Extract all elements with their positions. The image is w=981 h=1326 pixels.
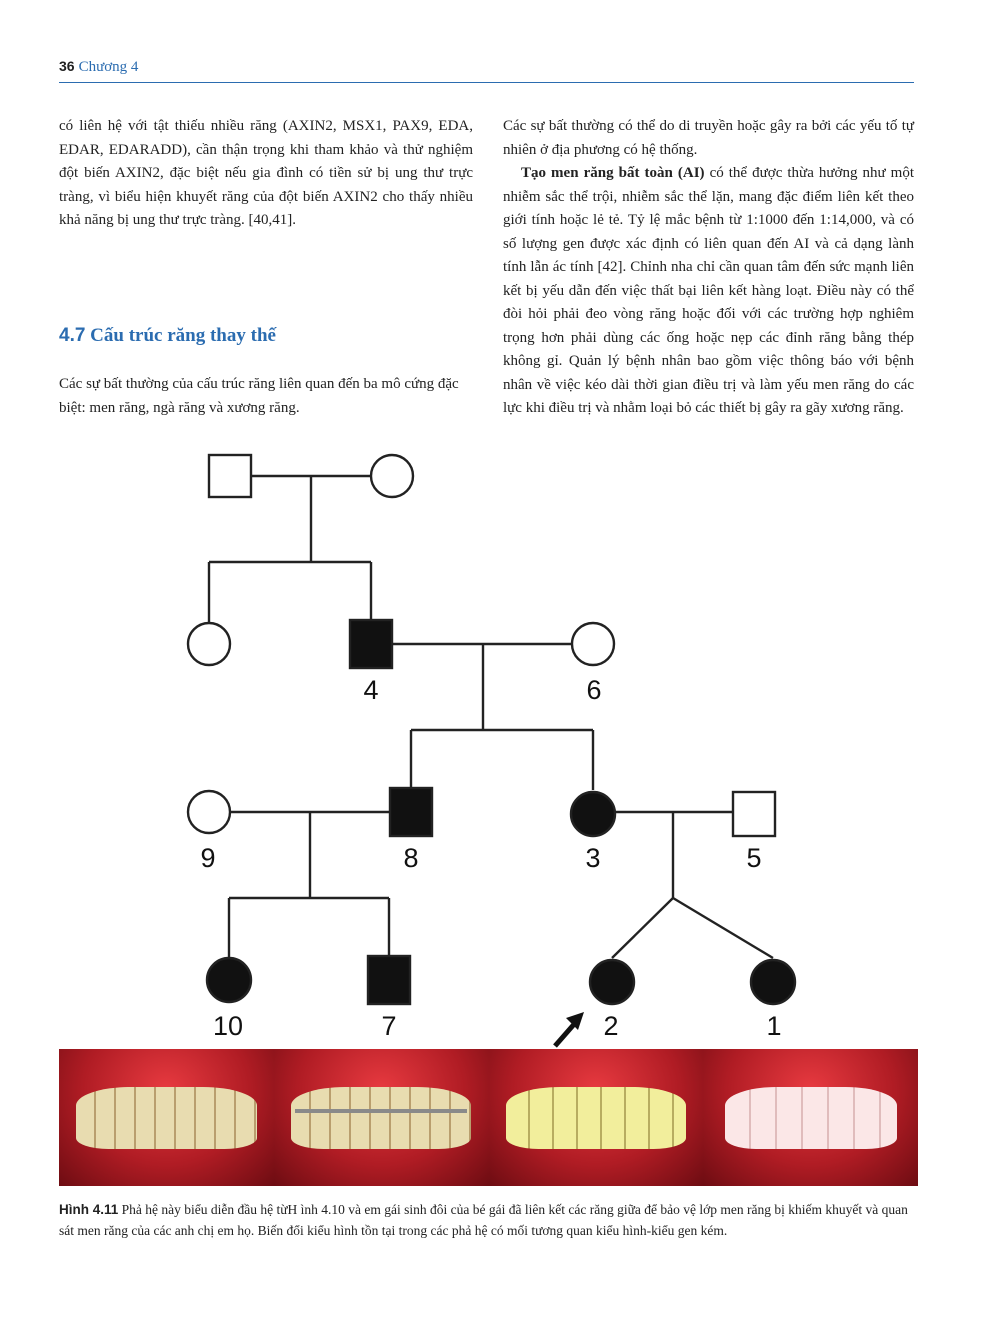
twin-line: [612, 898, 673, 958]
figure-caption: [59, 1199, 919, 1241]
pedigree-label: 3: [585, 843, 601, 873]
chapter-title: Chương 4: [78, 59, 139, 75]
pedigree-label: 9: [200, 843, 216, 873]
twin-line: [673, 898, 773, 958]
dental-photo: [489, 1049, 704, 1186]
pedigree-label: 4: [363, 675, 379, 705]
dental-photo-strip: [59, 1049, 918, 1186]
page-number: 36: [59, 58, 75, 74]
paragraph: Các sự bất thường có thể do di truyền hoặc gây ra bởi các yếu tố tự nhiên ở địa phương có hệ thống.: [503, 118, 914, 158]
pedigree-label: 8: [403, 843, 419, 873]
female-unaffected: [371, 455, 413, 497]
bold-term: Tạo men răng bất toàn (AI): [521, 165, 705, 181]
paragraph: có liên hệ với tật thiếu nhiều răng (AXIN2, MSX1, PAX9, EDA, EDAR, EDARADD), cần thận trọng khi tham khảo và thử nghiệm đột biến AXIN2, đặc biệt nếu gia đình có tiền sử bị ung thư trực tràng, vì biểu hiện khuyết răng của đột biến AXIN2 cho thấy nhiều khả năng bị ung thư trực tràng. [40,41].: [59, 118, 473, 228]
paragraph: [503, 162, 914, 421]
paragraph-text: có thể được thừa hưởng như một nhiễm sắc thể trội, nhiễm sắc thể lặn, mang đặc điểm liên kết theo giới tính hoặc lẻ tẻ. Tỷ lệ mắc bệnh từ 1:1000 đến 1:14,000, và có số lượng gen được xác định có liên quan đến AI và cả dạng lành tính lẫn ác tính [42]. Chỉnh nha chỉ cần quan tâm đến sức mạnh liên kết bị yếu dẫn đến việc thất bại liên kết hàng loạt. Điều này có thể đòi hỏi phải đeo vòng răng hoặc đối với các trường hợp nghiêm trọng hơn phải dùng các ống hoặc nẹp các đỉnh răng bằng thép không gỉ. Quản lý bệnh nhân bao gồm việc thông báo với bệnh nhân về việc kéo dài thời gian điều trị và làm yếu men răng do các lực khi điều trị và nhằm loại bỏ các thiết bị gây ra gãy xương răng.: [503, 165, 914, 416]
left-column: [59, 115, 473, 233]
pedigree-label: 10: [212, 1011, 244, 1041]
female-affected: [571, 792, 615, 836]
section-paragraph: Các sự bất thường của cấu trúc răng liên quan đến ba mô cứng đặc biệt: men răng, ngà răng và xương răng.: [59, 376, 459, 416]
dental-photo: [274, 1049, 489, 1186]
female-unaffected: [188, 791, 230, 833]
female-unaffected: [188, 623, 230, 665]
male-affected: [350, 620, 392, 668]
dental-photo: [59, 1049, 274, 1186]
male-unaffected: [209, 455, 251, 497]
male-affected: [390, 788, 432, 836]
proband-arrow-icon: [555, 1012, 584, 1046]
pedigree-label: 1: [766, 1011, 782, 1041]
section-number: 4.7: [59, 325, 86, 346]
pedigree-label: 2: [603, 1011, 619, 1041]
page-header: [59, 58, 914, 83]
caption-text: Phả hệ này biểu diễn đầu hệ từH ình 4.10 và em gái sinh đôi của bé gái đã liên kết các răng giữa để bảo vệ lớp men răng bị khiếm khuyết và quan sát men răng của các anh chị em họ. Biến đổi kiểu hình tồn tại trong các phả hệ có mối tương quan kiểu hình-kiểu gen kém.: [59, 1202, 908, 1238]
section-heading: [59, 325, 473, 347]
female-affected: [751, 960, 795, 1004]
right-column: [503, 115, 914, 421]
female-affected-proband: [590, 960, 634, 1004]
male-affected: [368, 956, 410, 1004]
male-unaffected: [733, 792, 775, 836]
figure-label: Hình 4.11: [59, 1202, 119, 1217]
female-affected: [207, 958, 251, 1002]
pedigree-label: 7: [381, 1011, 397, 1041]
pedigree-label: 6: [586, 675, 602, 705]
dental-photo: [703, 1049, 918, 1186]
pedigree-label: 5: [746, 843, 762, 873]
section-title: Cấu trúc răng thay thế: [90, 325, 276, 346]
pedigree-chart: [0, 440, 981, 1050]
female-unaffected: [572, 623, 614, 665]
